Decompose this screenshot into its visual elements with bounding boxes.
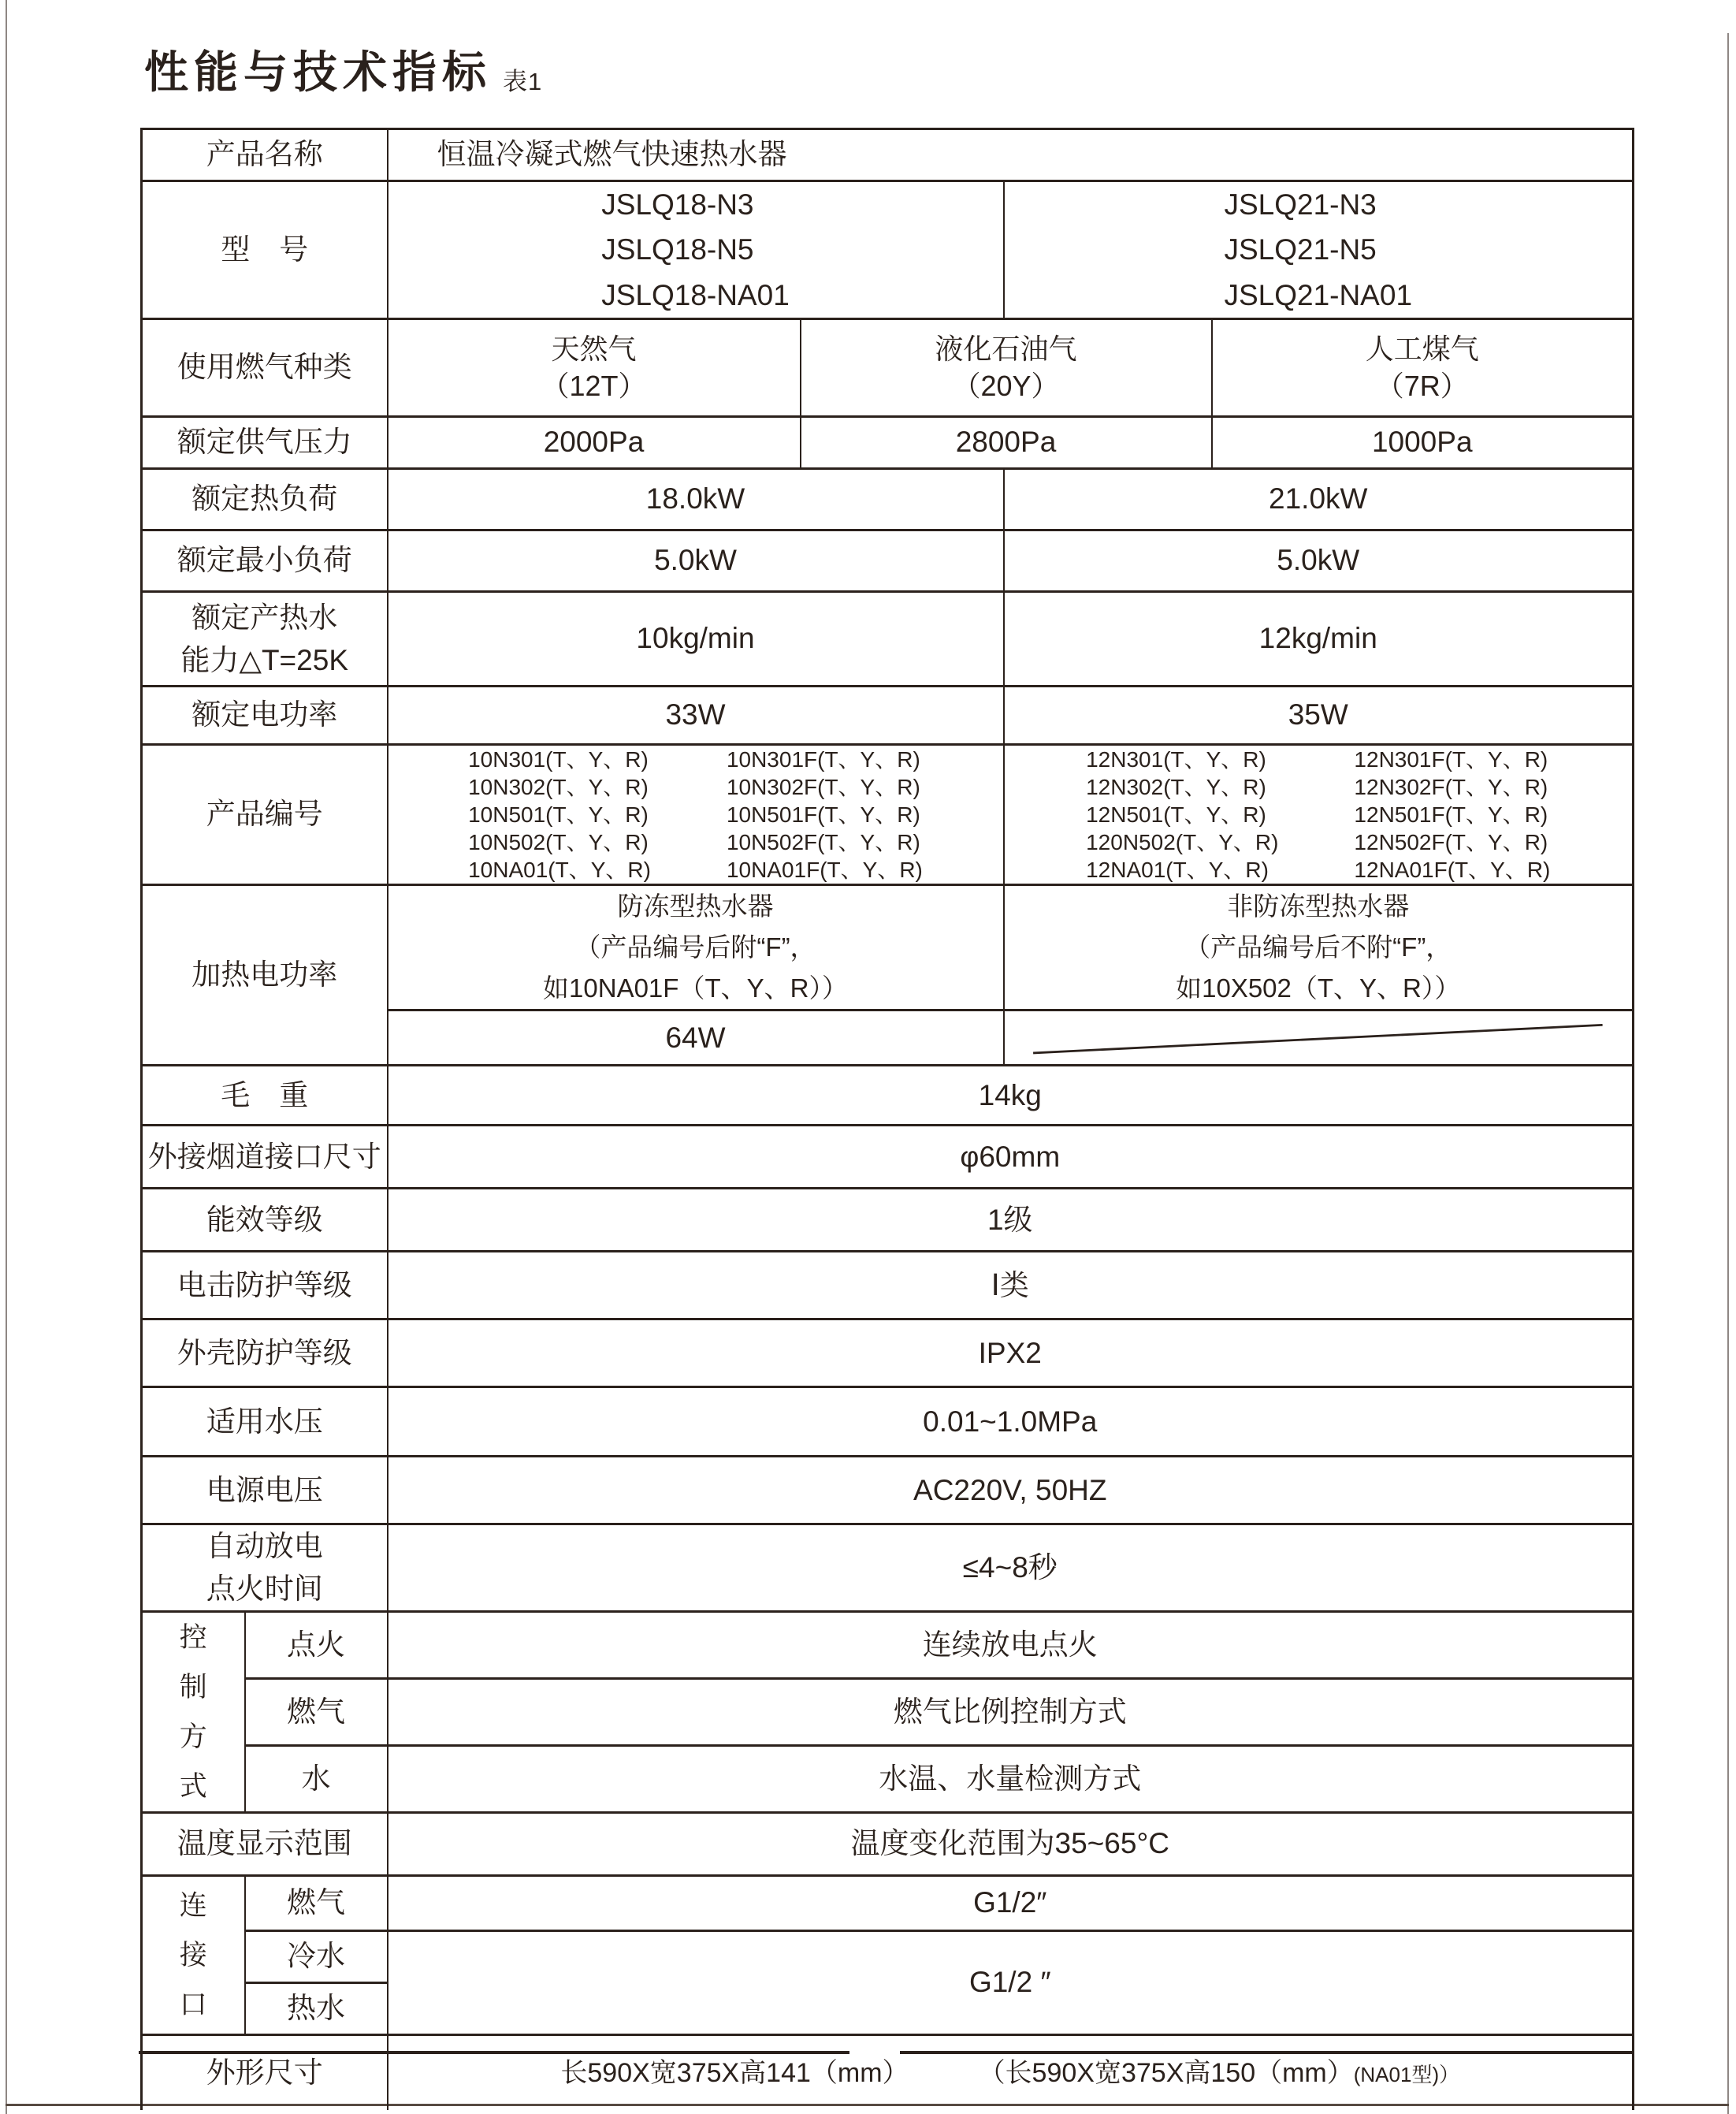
row-supply-pressure: [142, 417, 1634, 469]
cell-heating-power-freeze-value: 64W: [388, 1010, 1004, 1066]
row-gross-weight: [142, 1066, 1634, 1126]
cell-supply-pressure-coal: 1000Pa: [1212, 417, 1634, 469]
list-item: 120N502(T、Y、R): [1086, 830, 1279, 855]
connections-label-vertical: 连接口: [179, 1889, 207, 2020]
cell-connection-gas-sub: 燃气: [245, 1875, 388, 1930]
cell-gas-natural: [388, 319, 801, 417]
row-heating-power-desc: [142, 885, 1634, 1010]
cell-dimensions-value: [388, 2034, 1634, 2110]
cell-supply-pressure-lpg: 2800Pa: [801, 417, 1212, 469]
gas-coal-code: （7R）: [1375, 369, 1469, 402]
cell-product-name-value: 恒温冷凝式燃气快速热水器: [388, 129, 1634, 181]
cell-min-load-right: 5.0kW: [1004, 530, 1634, 592]
product-code-list-b: [727, 746, 923, 884]
cell-control-water-value: 水温、水量检测方式: [388, 1745, 1634, 1812]
page-title-text: 性能与技术指标: [144, 47, 492, 97]
page-title-table-tag: 表1: [503, 68, 543, 95]
cell-hot-water-capacity-right: 12kg/min: [1004, 592, 1634, 687]
list-item: JSLQ18-NA01: [601, 278, 790, 311]
list-item: JSLQ18-N5: [601, 233, 754, 266]
product-code-list-a: [468, 746, 651, 884]
cell-gross-weight-value: 14kg: [388, 1066, 1634, 1126]
cell-model-left: [388, 181, 1004, 319]
gas-natural-name: 天然气: [551, 332, 637, 365]
cell-heat-load-label: 额定热负荷: [142, 469, 388, 530]
cell-flue-size-value: φ60mm: [388, 1126, 1634, 1189]
list-item: JSLQ18-N3: [601, 188, 754, 221]
model-list-18: [601, 182, 790, 318]
cell-ignition-time-label: [142, 1524, 388, 1611]
list-item: 12NA01F(T、Y、R): [1354, 858, 1551, 883]
list-item: 10N502F(T、Y、R): [726, 830, 920, 855]
cell-product-code-label: 产品编号: [142, 745, 388, 885]
list-item: 12N501(T、Y、R): [1086, 802, 1266, 828]
table-bottom-border-right-segment: [900, 2051, 1633, 2054]
list-item: JSLQ21-N3: [1224, 188, 1377, 221]
list-item: 12N302F(T、Y、R): [1354, 775, 1548, 800]
row-heat-load: [142, 469, 1634, 530]
cell-heating-power-freeze-desc: [388, 885, 1004, 1010]
cell-supply-pressure-label: 额定供气压力: [142, 417, 388, 469]
cell-control-ignition-sub: 点火: [245, 1611, 388, 1678]
row-hot-water-capacity: [142, 592, 1634, 687]
list-item: 12N301(T、Y、R): [1086, 747, 1266, 772]
dimensions-na01: [979, 2056, 1460, 2090]
list-item: 10NA01F(T、Y、R): [726, 858, 923, 883]
list-item: 12N302(T、Y、R): [1086, 775, 1266, 800]
list-item: 10N302(T、Y、R): [468, 775, 649, 800]
row-control-ignition: [142, 1611, 1634, 1678]
cell-heating-power-nonfreeze-value: [1004, 1010, 1634, 1066]
list-item: 10N302F(T、Y、R): [726, 775, 920, 800]
list-item: 10N301F(T、Y、R): [726, 747, 920, 772]
list-item: 10N501F(T、Y、R): [726, 802, 920, 828]
cell-min-load-left: 5.0kW: [388, 530, 1004, 592]
gas-lpg-name: 液化石油气: [935, 332, 1077, 365]
cell-energy-rating-label: 能效等级: [142, 1189, 388, 1252]
cell-heating-power-nonfreeze-desc: [1004, 885, 1634, 1010]
row-ignition-time: [142, 1524, 1634, 1611]
nonfreeze-desc-line3: 如10X502（T、Y、R））: [1176, 973, 1461, 1003]
page-frame-right-line: [1727, 33, 1729, 2114]
cell-product-code-right: [1004, 745, 1634, 885]
row-connection-gas: [142, 1875, 1634, 1930]
list-item: 10NA01(T、Y、R): [468, 858, 651, 883]
dimensions-na01-main: （长590X宽375X高150（mm）: [978, 2057, 1354, 2088]
gas-coal-name: 人工煤气: [1365, 332, 1479, 365]
list-item: 12N502F(T、Y、R): [1354, 830, 1548, 855]
cell-control-gas-sub: 燃气: [245, 1678, 388, 1745]
row-model: [142, 181, 1634, 319]
row-power-supply: [142, 1457, 1634, 1524]
list-item: 10N502(T、Y、R): [468, 830, 649, 855]
cell-control-label: [142, 1611, 245, 1812]
row-dimensions: [142, 2034, 1634, 2110]
product-code-list-c: [1086, 746, 1278, 884]
row-product-code: [142, 745, 1634, 885]
list-item: JSLQ21-NA01: [1224, 278, 1413, 311]
freeze-desc-line2: （产品编号后附“F”，: [574, 932, 816, 962]
cell-product-name-label: 产品名称: [142, 129, 388, 181]
freeze-desc-line1: 防冻型热水器: [617, 891, 774, 921]
row-connection-cold: [142, 1930, 1634, 1982]
freeze-desc-line3: 如10NA01F（T、Y、R））: [543, 973, 848, 1003]
page-frame-left-line: [6, 0, 7, 2114]
row-rated-power: [142, 687, 1634, 745]
list-item: 10N301(T、Y、R): [468, 747, 649, 772]
cell-hot-water-capacity-label: [142, 592, 388, 687]
row-energy-rating: [142, 1189, 1634, 1252]
cell-hot-water-capacity-left: 10kg/min: [388, 592, 1004, 687]
gas-lpg-code: （20Y）: [952, 369, 1060, 402]
cell-connection-hot-sub: 热水: [245, 1982, 388, 2034]
cell-control-gas-value: 燃气比例控制方式: [388, 1678, 1634, 1745]
row-gas-type: [142, 319, 1634, 417]
cell-gross-weight-label: 毛 重: [142, 1066, 388, 1126]
hot-water-capacity-label-line2: 能力△T=25K: [180, 643, 348, 676]
cell-control-ignition-value: 连续放电点火: [388, 1611, 1634, 1678]
cell-ignition-time-value: ≤4~8秒: [388, 1524, 1634, 1611]
cell-control-water-sub: 水: [245, 1745, 388, 1812]
cell-temp-display-value: 温度变化范围为35~65°C: [388, 1812, 1634, 1875]
dimensions-na01-tag: (NA01型)）: [1353, 2062, 1460, 2086]
spec-table: [140, 128, 1634, 2110]
row-water-pressure: [142, 1387, 1634, 1457]
cell-product-code-left: [388, 745, 1004, 885]
product-code-list-d: [1354, 746, 1550, 884]
cell-flue-size-label: 外接烟道接口尺寸: [142, 1126, 388, 1189]
cell-rated-power-label: 额定电功率: [142, 687, 388, 745]
page-title: [144, 38, 542, 101]
cell-heat-load-right: 21.0kW: [1004, 469, 1634, 530]
list-item: 12NA01(T、Y、R): [1086, 858, 1269, 883]
cell-model-label: 型 号: [142, 181, 388, 319]
cell-enclosure-protection-label: 外壳防护等级: [142, 1319, 388, 1387]
nonfreeze-desc-line2: （产品编号后不附“F”，: [1184, 932, 1452, 962]
cell-dimensions-label: 外形尺寸: [142, 2034, 388, 2110]
cell-temp-display-label: 温度显示范围: [142, 1812, 388, 1875]
cell-connection-gas-value: G1/2″: [388, 1875, 1634, 1930]
cell-supply-pressure-natural: 2000Pa: [388, 417, 801, 469]
cell-water-pressure-value: 0.01~1.0MPa: [388, 1387, 1634, 1457]
cell-gas-type-label: 使用燃气种类: [142, 319, 388, 417]
row-control-water: [142, 1745, 1634, 1812]
model-list-21: [1224, 182, 1412, 318]
ignition-time-label-line1: 自动放电: [206, 1530, 323, 1563]
row-flue-size: [142, 1126, 1634, 1189]
cell-shock-protection-value: Ⅰ类: [388, 1252, 1634, 1319]
control-label-vertical: 控制方式: [179, 1621, 207, 1802]
cell-heat-load-left: 18.0kW: [388, 469, 1004, 530]
cell-gas-coal: [1212, 319, 1634, 417]
dimensions-standard: 长590X宽375X高141（mm）: [560, 2057, 909, 2088]
cell-connection-water-value: G1/2 ″: [388, 1930, 1634, 2034]
gas-natural-code: （12T）: [541, 369, 647, 402]
list-item: 12N301F(T、Y、R): [1354, 747, 1548, 772]
row-enclosure-protection: [142, 1319, 1634, 1387]
list-item: JSLQ21-N5: [1224, 233, 1377, 266]
cell-power-supply-label: 电源电压: [142, 1457, 388, 1524]
cell-connection-cold-sub: 冷水: [245, 1930, 388, 1982]
hot-water-capacity-label-line1: 额定产热水: [191, 601, 338, 634]
row-shock-protection: [142, 1252, 1634, 1319]
list-item: 12N501F(T、Y、R): [1354, 802, 1548, 828]
cell-rated-power-right: 35W: [1004, 687, 1634, 745]
row-min-load: [142, 530, 1634, 592]
cell-min-load-label: 额定最小负荷: [142, 530, 388, 592]
row-temp-display: [142, 1812, 1634, 1875]
cell-model-right: [1004, 181, 1634, 319]
row-product-name: [142, 129, 1634, 181]
cell-energy-rating-value: 1级: [388, 1189, 1634, 1252]
cell-enclosure-protection-value: IPX2: [388, 1319, 1634, 1387]
nonfreeze-desc-line1: 非防冻型热水器: [1227, 891, 1410, 921]
cell-power-supply-value: AC220V, 50HZ: [388, 1457, 1634, 1524]
list-item: 10N501(T、Y、R): [468, 802, 649, 828]
cell-water-pressure-label: 适用水压: [142, 1387, 388, 1457]
row-control-gas: [142, 1678, 1634, 1745]
cell-shock-protection-label: 电击防护等级: [142, 1252, 388, 1319]
cell-connections-label: [142, 1875, 245, 2034]
cell-gas-lpg: [801, 319, 1212, 417]
cell-heating-power-label: 加热电功率: [142, 885, 388, 1066]
not-applicable-slash: [1023, 1018, 1613, 1059]
table-bottom-border-left-segment: [139, 2051, 849, 2054]
cell-rated-power-left: 33W: [388, 687, 1004, 745]
ignition-time-label-line2: 点火时间: [206, 1572, 323, 1606]
